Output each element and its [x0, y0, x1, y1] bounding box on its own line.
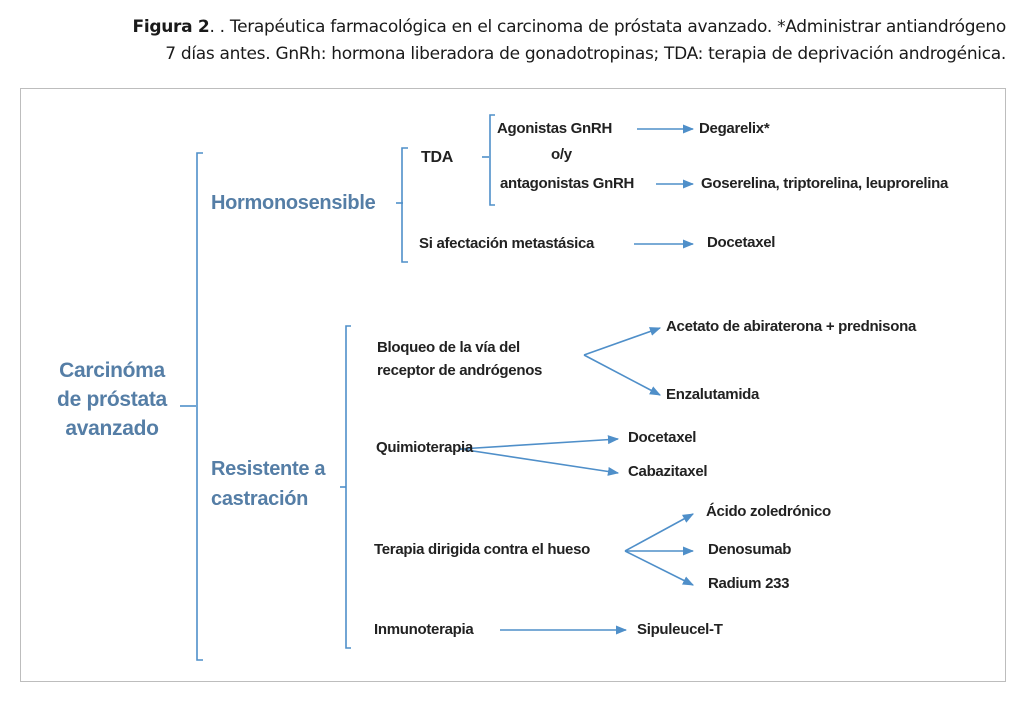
bloqueo-line1: Bloqueo de la vía del	[377, 339, 520, 356]
arrow-cabazitaxel	[460, 449, 618, 473]
agonistas-node: Agonistas GnRH	[497, 120, 612, 137]
resistente-node	[211, 454, 325, 514]
drug-degarelix: Degarelix*	[699, 120, 770, 137]
bloqueo-node	[377, 336, 542, 382]
arrow-docetaxel	[460, 439, 618, 449]
drug-enzalutamida: Enzalutamida	[666, 386, 760, 403]
drug-sipuleucel: Sipuleucel-T	[637, 621, 723, 638]
drug-goserelina: Goserelina, triptorelina, leuprorelina	[701, 175, 948, 192]
inmunoterapia-node: Inmunoterapia	[374, 621, 474, 638]
main-bracket	[197, 153, 203, 660]
arrow-radium	[625, 551, 693, 585]
root-line1: Carcinóma	[59, 359, 165, 382]
arrow-enzalutamida	[584, 355, 660, 395]
root-line3: avanzado	[65, 417, 159, 440]
drug-docetaxel: Docetaxel	[628, 429, 697, 446]
resistente-bracket	[346, 326, 351, 648]
drug-docetaxel-hormono: Docetaxel	[707, 234, 776, 251]
resistente-line2: castración	[211, 488, 309, 510]
caption-text-line1: . . Terapéutica farmacológica en el carcinoma de próstata avanzado. *Administrar antiandrógeno	[209, 17, 1006, 37]
tda-connector-text: o/y	[551, 146, 572, 163]
root-node	[42, 356, 182, 443]
metastasica-node: Si afectación metastásica	[419, 235, 595, 252]
hueso-node: Terapia dirigida contra el hueso	[374, 541, 591, 558]
root-line2: de próstata	[57, 388, 167, 411]
quimioterapia-node: Quimioterapia	[376, 439, 473, 456]
caption-label: Figura 2	[132, 17, 210, 37]
arrow-zoledronico	[625, 514, 693, 551]
antagonistas-node: antagonistas GnRH	[500, 175, 635, 192]
drug-cabazitaxel: Cabazitaxel	[628, 463, 708, 480]
drug-radium: Radium 233	[708, 575, 790, 592]
caption-text-line2: 7 días antes. GnRh: hormona liberadora de gonadotropinas; TDA: terapia de deprivación androgénica.	[165, 44, 1006, 64]
drug-abiraterona: Acetato de abiraterona + prednisona	[666, 318, 916, 335]
tda-bracket	[490, 115, 495, 205]
drug-zoledronico: Ácido zoledrónico	[706, 503, 831, 520]
bloqueo-line2: receptor de andrógenos	[377, 362, 543, 379]
hormonosensible-node: Hormonosensible	[211, 192, 376, 214]
hormono-bracket	[402, 148, 408, 262]
tda-node: TDA	[421, 149, 453, 166]
drug-denosumab: Denosumab	[708, 541, 792, 558]
arrow-abiraterona	[584, 328, 660, 355]
resistente-line1: Resistente a	[211, 458, 326, 480]
